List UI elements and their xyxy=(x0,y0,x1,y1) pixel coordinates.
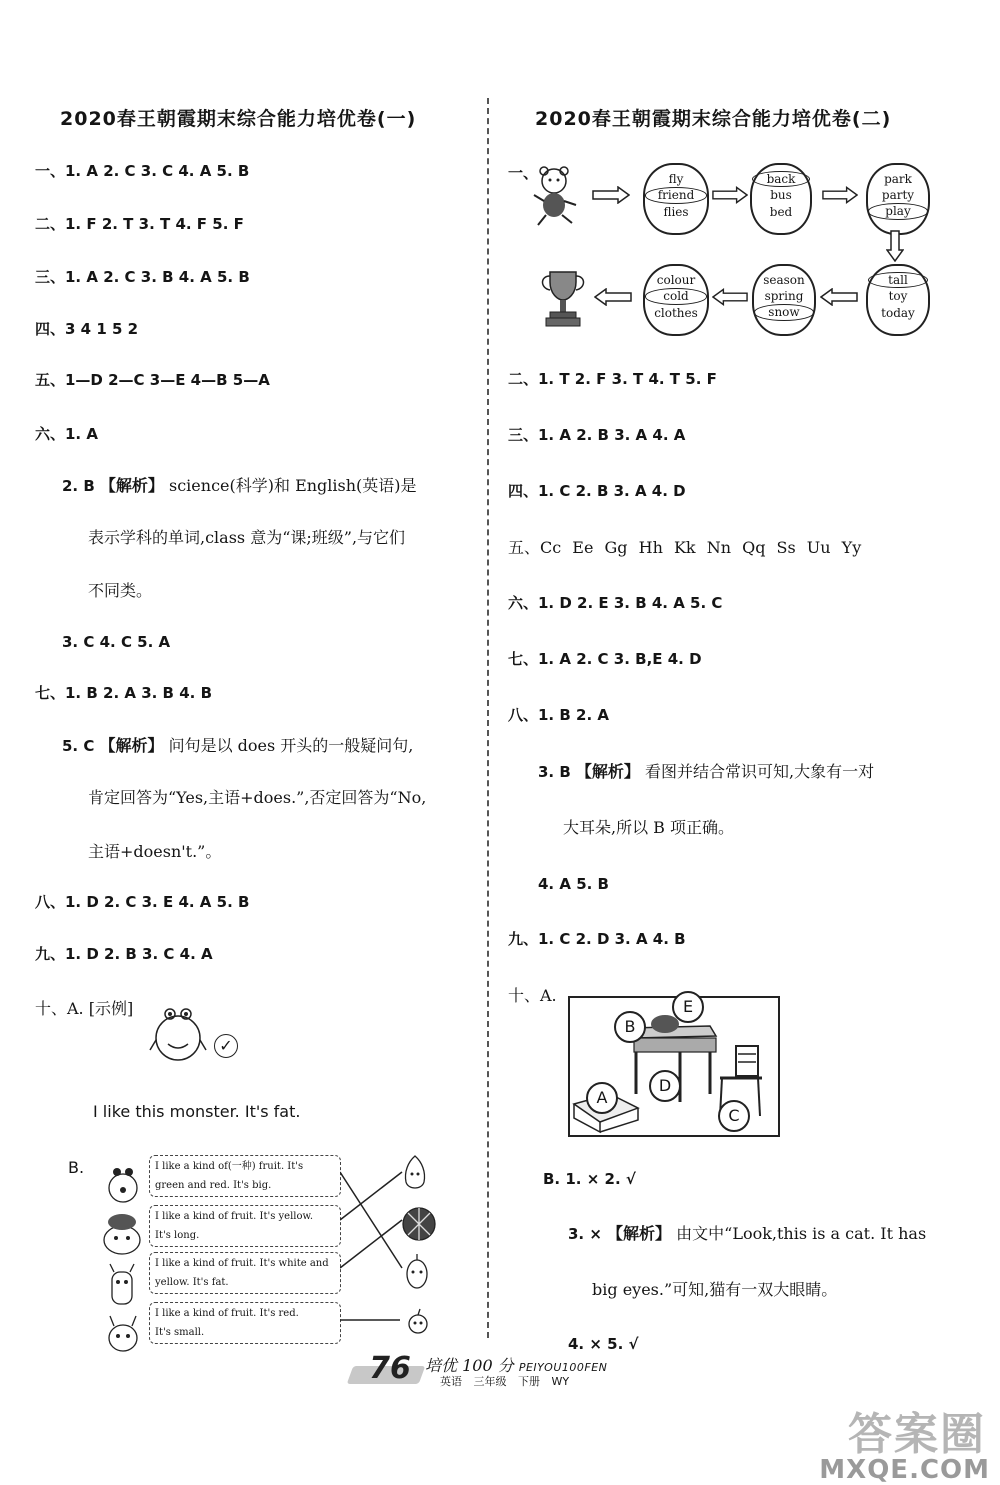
footer-brand-pinyin: PEIYOU100FEN xyxy=(518,1361,608,1374)
left-q7-5-line2: 肯定回答为“Yes,主语+does.”,否定回答为“No, xyxy=(88,788,427,807)
watermelon-fruit-icon xyxy=(400,1205,438,1243)
scene-label-a: A xyxy=(586,1082,618,1114)
right-q10-b3-line2: big eyes.”可知,猫有一双大眼睛。 xyxy=(592,1280,838,1299)
word-cloud-3 xyxy=(866,163,930,235)
cloud-1-word-2-wrap xyxy=(645,187,707,203)
right-q8-3-tag: 【解析】 xyxy=(575,762,640,781)
cloud-1-word-2: friend xyxy=(645,187,707,203)
left-answer-6: 六、1. A xyxy=(35,425,98,443)
speech-bubble-2 xyxy=(149,1205,341,1247)
left-q6-2-line3: 不同类。 xyxy=(88,581,153,600)
word-cloud-1 xyxy=(643,163,709,235)
left-q7-5-line3: 主语+doesn't.”。 xyxy=(88,842,222,861)
word-cloud-6 xyxy=(643,264,709,336)
cherry-fruit-icon xyxy=(404,1306,432,1336)
word-cloud-4 xyxy=(866,264,930,336)
cloud-4-word-1-wrap xyxy=(868,272,928,288)
monster-fat-illustration xyxy=(148,1000,208,1064)
watermark-url: MXQE.COM xyxy=(819,1455,990,1485)
right-answer-7: 七、1. A 2. C 3. B,E 4. D xyxy=(508,650,702,668)
word-cloud-2 xyxy=(750,163,812,235)
right-q8-3-head: 3. B xyxy=(538,763,571,781)
right-q10-a: 十、A. xyxy=(508,986,557,1005)
bubble-4-text: I like a kind of fruit. It's red. It's small. xyxy=(155,1308,299,1338)
page-number: 76 xyxy=(369,1351,411,1386)
cloud-1-word-1: fly xyxy=(668,172,684,186)
right-answer-5: 五、Cc Ee Gg Hh Kk Nn Qq Ss Uu Yy xyxy=(508,538,862,557)
right-q9: 九、1. C 2. D 3. A 4. B xyxy=(508,930,686,948)
left-q8: 八、1. D 2. C 3. E 4. A 5. B xyxy=(35,893,250,911)
monster-1-icon xyxy=(103,1162,143,1206)
right-q10-b3 xyxy=(568,1226,926,1242)
bubble-1-text: I like a kind of(一种) fruit. It's green and red. It's big. xyxy=(155,1161,304,1191)
left-q7-5-head: 5. C xyxy=(62,737,95,755)
right-q8-3-line2: 大耳朵,所以 B 项正确。 xyxy=(563,818,735,837)
cloud-2-word-3: bed xyxy=(769,204,793,219)
right-answer-3: 三、1. A 2. B 3. A 4. A xyxy=(508,426,686,444)
cloud-3-word-3: play xyxy=(868,203,928,219)
left-title: 2020春王朝霞期末综合能力培优卷(一) xyxy=(60,108,417,130)
arrow-right-icon xyxy=(822,186,858,204)
cloud-3-word-3-wrap xyxy=(868,203,928,219)
left-q7-5-tag: 【解析】 xyxy=(99,736,164,755)
right-answer-8: 八、1. B 2. A xyxy=(508,706,609,724)
arrow-left-icon xyxy=(594,288,632,306)
right-q8-4: 4. A 5. B xyxy=(538,875,609,893)
left-q9: 九、1. D 2. B 3. C 4. A xyxy=(35,945,213,963)
cloud-4-word-3: today xyxy=(881,305,915,320)
cloud-6-word-2: cold xyxy=(645,288,707,304)
monster-3-icon xyxy=(104,1262,140,1310)
right-q10-b4: 4. × 5. √ xyxy=(568,1335,639,1353)
footer-subtitle: 英语 三年级 下册 WY xyxy=(440,1375,570,1388)
left-q6-2-head: 2. B xyxy=(62,477,95,495)
speech-bubble-3 xyxy=(149,1252,341,1294)
cloud-1-word-3: flies xyxy=(663,204,689,219)
left-q6-3: 3. C 4. C 5. A xyxy=(62,633,171,651)
left-q6-2-tag: 【解析】 xyxy=(99,476,164,495)
cloud-5-word-3-wrap xyxy=(754,304,814,320)
right-answer-4: 四、1. C 2. B 3. A 4. D xyxy=(508,482,686,500)
bubble-3-text: I like a kind of fruit. It's white and yellow. It's fat. xyxy=(155,1258,329,1288)
left-q7: 七、1. B 2. A 3. B 4. B xyxy=(35,684,213,702)
left-answer-4: 四、3 4 1 5 2 xyxy=(35,320,139,338)
cloud-3-word-2: party xyxy=(881,188,915,203)
left-q6-2-line1: science(科学)和 English(英语)是 xyxy=(169,476,417,495)
left-q7-5-line1: 问句是以 does 开头的一般疑问句, xyxy=(168,736,414,755)
right-q10-b3-line1: 由文中“Look,this is a cat. It has xyxy=(676,1224,927,1243)
check-circle: ✓ xyxy=(214,1034,238,1058)
column-divider xyxy=(487,98,489,1338)
right-q8-3 xyxy=(538,764,874,780)
cloud-2-word-1-wrap xyxy=(752,171,810,187)
right-title: 2020春王朝霞期末综合能力培优卷(二) xyxy=(535,108,892,130)
monster-2-icon xyxy=(100,1210,144,1258)
matching-lines xyxy=(340,1150,450,1350)
cloud-6-word-3: clothes xyxy=(654,305,698,320)
pear-fruit-icon xyxy=(400,1152,430,1192)
banana-fruit-icon xyxy=(402,1250,432,1292)
cloud-4-word-2: toy xyxy=(888,289,908,304)
left-q10-a: 十、A. [示例] xyxy=(35,999,134,1018)
left-answer-5: 五、1—D 2—C 3—E 4—B 5—A xyxy=(35,371,270,389)
left-q7-5 xyxy=(62,738,413,754)
scene-label-d: D xyxy=(649,1070,681,1102)
right-q8-3-line1: 看图并结合常识可知,大象有一对 xyxy=(645,762,875,781)
cloud-2-word-2: bus xyxy=(770,188,792,203)
right-answer-2: 二、1. T 2. F 3. T 4. T 5. F xyxy=(508,370,717,388)
speech-bubble-1 xyxy=(149,1155,341,1197)
cloud-4-word-1: tall xyxy=(868,272,928,288)
left-answer-1: 一、1. A 2. C 3. C 4. A 5. B xyxy=(35,162,250,180)
right-q10-b3-head: 3. × xyxy=(568,1225,602,1243)
left-q10-b: B. xyxy=(68,1158,85,1177)
monster-4-icon xyxy=(104,1312,142,1356)
watermark-logo: 答案圈 xyxy=(848,1409,986,1460)
left-answer-2: 二、1. F 2. T 3. T 4. F 5. F xyxy=(35,215,244,233)
arrow-right-icon xyxy=(592,186,630,204)
trophy-icon xyxy=(538,268,588,328)
right-q10-b3-tag: 【解析】 xyxy=(607,1224,672,1243)
cloud-6-word-1: colour xyxy=(656,273,696,287)
cloud-5-word-3: snow xyxy=(754,304,814,320)
right-answer-6: 六、1. D 2. E 3. B 4. A 5. C xyxy=(508,594,723,612)
left-q10-sentence: I like this monster. It's fat. xyxy=(93,1102,301,1121)
left-answer-3: 三、1. A 2. C 3. B 4. A 5. B xyxy=(35,268,250,286)
speech-bubble-4 xyxy=(149,1302,341,1344)
left-q6-2-line2: 表示学科的单词,class 意为“课;班级”,与它们 xyxy=(88,528,406,547)
scene-label-c: C xyxy=(718,1100,750,1132)
scene-label-e: E xyxy=(672,991,704,1023)
cloud-3-word-1: park xyxy=(884,172,912,186)
word-cloud-5 xyxy=(752,264,816,336)
arrow-left-icon xyxy=(820,288,858,306)
cloud-5-word-2: spring xyxy=(764,289,804,304)
cloud-2-word-1: back xyxy=(752,171,810,187)
cloud-6-word-2-wrap xyxy=(645,288,707,304)
bear-runner-illustration xyxy=(528,165,580,227)
bubble-2-text: I like a kind of fruit. It's yellow. It's long. xyxy=(155,1211,314,1241)
right-q1-label: 一、 xyxy=(508,164,539,182)
footer-brand-cn: 培优 100 分 xyxy=(425,1356,514,1375)
cloud-5-word-1: season xyxy=(763,273,805,287)
arrow-right-icon xyxy=(712,186,748,204)
right-q10-b: B. 1. × 2. √ xyxy=(543,1170,636,1188)
arrow-down-icon xyxy=(886,230,904,262)
scene-label-b: B xyxy=(614,1011,646,1043)
arrow-left-icon xyxy=(712,288,748,306)
left-q6-2 xyxy=(62,478,417,494)
